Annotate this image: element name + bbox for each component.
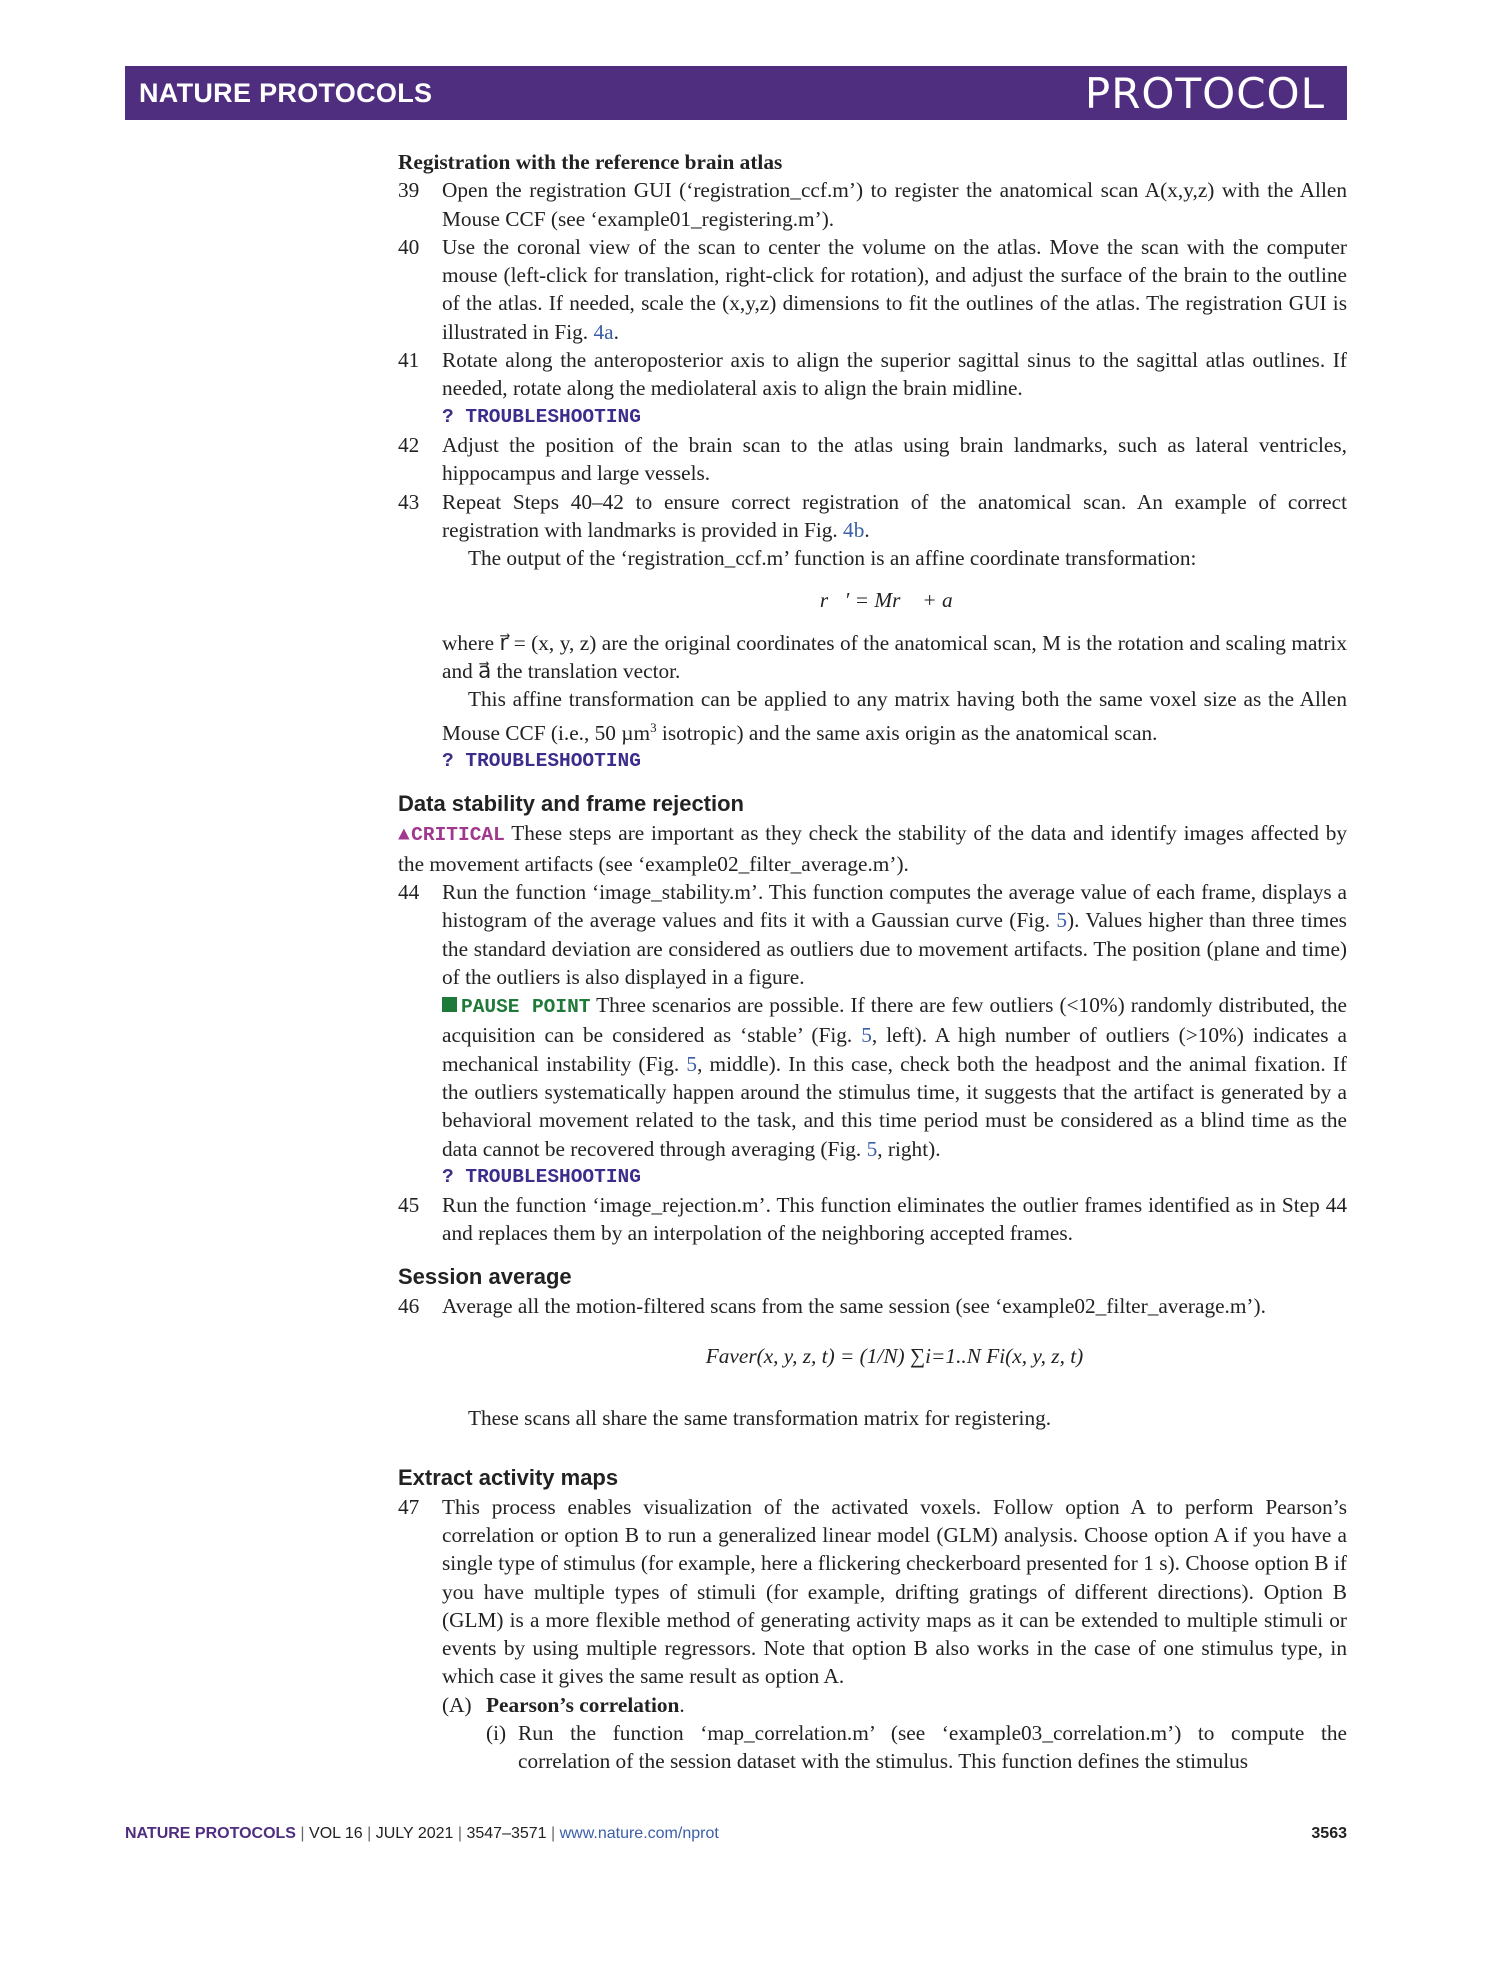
- section-heading: Extract activity maps: [398, 1464, 619, 1490]
- step-42: [398, 431, 1347, 488]
- journal-header: [125, 66, 1347, 120]
- step-text: This process enables visualization of the activated voxels. Follow option A to perform Pearson’s correlation or option B to run a generalized linear model (GLM) analysis. Choose option A if you have a single type of stimulus (for example, here a flickering checkerboard presented for 1 s). Choose option B if you have multiple types of stimuli (for example, drifting gratings of different directions). Option B (GLM) is a more flexible method of generating activity maps as it can be extended to multiple stimuli or events by using multiple regressors. Note that option B also works in the case of one stimulus type, in which case it gives the same result as option A.: [442, 1494, 1347, 1689]
- pause-point-icon: [442, 997, 457, 1012]
- substep-text: Run the function ‘map_correlation.m’ (see ‘example03_correlation.m’) to compute the correlation of the session dataset with the stimulus. This function defines the stimulus: [518, 1721, 1347, 1774]
- step-text: Average all the motion-filtered scans from the same session (see ‘example02_filter_average.m’).: [442, 1293, 1266, 1318]
- step-number: 44: [398, 879, 420, 904]
- figure-link[interactable]: 5: [686, 1051, 698, 1076]
- page-footer: [125, 1825, 1347, 1843]
- step-44: 44 Run the function ‘image_stability.m’. This function computes the average value of each frame, displays a histogram of the average values and fits it with a Gaussian curve (Fig. 5). Values higher than three times the standard deviation are considered as outliers due to movement artifacts. The position (plane and time) of the outliers is also displayed in a figure. PAUSE POINT Three scenarios are possible. If there are few outliers (<10%) randomly distributed, the acquisition can be considered as ‘stable’ (Fig. 5, left). A high number of outliers (>10%) indicates a mechanical instability (Fig. 5, middle). In this case, check both the headpost and the animal fixation. If the outliers systematically happen around the stimulus time, it suggests that the artifact is generated by a behavioral movement related to the task, and this time period must be considered as a blind time as the data cannot be recovered through averaging (Fig. 5, right). ? TROUBLESHOOTING: [398, 878, 1347, 1191]
- step-40: 40 Use the coronal view of the scan to center the volume on the atlas. Move the scan with the computer mouse (left-click for translation, right-click for rotation), and adjust the surface of the brain to the outline of the atlas. If needed, scale the (x,y,z) dimensions to fit the outlines of the atlas. The registration GUI is illustrated in Fig. 4a.: [398, 234, 1347, 344]
- section-heading: Data stability and frame rejection: [398, 791, 744, 817]
- critical-label: ▲CRITICAL: [398, 824, 505, 847]
- option-label: Pearson’s correlation: [486, 1692, 680, 1717]
- troubleshooting-link[interactable]: ? TROUBLESHOOTING: [442, 750, 641, 773]
- figure-link[interactable]: 5: [861, 1023, 872, 1048]
- step-text: Open the registration GUI (‘registration_ccf.m’) to register the anatomical scan A(x,y,z) with the Allen Mouse CCF (see ‘example01_registering.m’).: [442, 178, 1347, 231]
- average-equation: Faver(x, y, z, t) = (1/N) ∑i=1..N Fi(x, y, z, t): [705, 1344, 1084, 1369]
- step-41: [398, 346, 1347, 431]
- journal-name: NATURE PROTOCOLS: [139, 77, 433, 108]
- step-text: Rotate along the anteroposterior axis to align the superior sagittal sinus to the sagittal atlas outlines. If needed, rotate along the mediolateral axis to align the brain midline.: [442, 348, 1347, 401]
- step-46: [398, 1292, 1347, 1320]
- step-text: Adjust the position of the brain scan to the atlas using brain landmarks, such as lateral ventricles, hippocampus and large vessels.: [442, 432, 1347, 486]
- troubleshooting-link[interactable]: ? TROUBLESHOOTING: [442, 405, 641, 428]
- step-number: 45: [398, 1193, 420, 1218]
- step-number: 42: [398, 432, 420, 457]
- step-47: [398, 1493, 1347, 1691]
- step-number: 43: [398, 489, 420, 514]
- citation: NATURE PROTOCOLS | VOL 16 | JULY 2021 | 3547–3571 | www.nature.com/nprot: [125, 1825, 719, 1842]
- pause-point-note: PAUSE POINT Three scenarios are possible. If there are few outliers (<10%) randomly distributed, the acquisition can be considered as ‘stable’ (Fig. 5, left). A high number of outliers (>10%) indicates a mechanical instability (Fig. 5, middle). In this case, check both the headpost and the animal fixation. If the outliers systematically happen around the stimulus time, it suggests that the artifact is generated by a behavioral movement related to the task, and this time period must be considered as a blind time as the data cannot be recovered through averaging (Fig. 5, right).: [442, 993, 1347, 1161]
- troubleshooting-link[interactable]: ? TROUBLESHOOTING: [442, 1165, 641, 1188]
- step-number: 41: [398, 348, 420, 373]
- output-text: The output of the ‘registration_ccf.m’ function is an affine coordinate transformation:: [468, 546, 1197, 571]
- affine-equation: r⃗′ = Mr⃗ + a⃗: [819, 588, 970, 613]
- step-number: 46: [398, 1293, 420, 1318]
- journal-link[interactable]: www.nature.com/nprot: [559, 1825, 719, 1842]
- figure-link[interactable]: 4a: [593, 319, 614, 344]
- page-number: 3563: [1311, 1825, 1347, 1842]
- step-45: [398, 1191, 1347, 1248]
- section-heading: Registration with the reference brain atlas: [398, 150, 783, 174]
- step-text: Run the function ‘image_rejection.m’. This function eliminates the outlier frames identified as in Step 44 and replaces them by an interpolation of the neighboring accepted frames.: [442, 1193, 1347, 1246]
- step-number: 39: [398, 178, 420, 203]
- session-text: These scans all share the same transformation matrix for registering.: [468, 1406, 1052, 1431]
- pause-point-label: PAUSE POINT: [461, 996, 591, 1019]
- critical-note: ▲CRITICAL These steps are important as they check the stability of the data and identify images affected by the movement artifacts (see ‘example02_filter_average.m’).: [398, 821, 1347, 876]
- option-a: (A) Pearson’s correlation.: [442, 1692, 685, 1717]
- article-type: PROTOCOL: [1084, 68, 1325, 118]
- figure-link[interactable]: 4b: [843, 517, 865, 542]
- step-39: [398, 176, 1347, 233]
- step-text: Repeat Steps 40–42 to ensure correct registration of the anatomical scan. An example of correct registration with landmarks is provided in Fig.: [442, 489, 1347, 542]
- substep-i: (i) Run the function ‘map_correlation.m’ (see ‘example03_correlation.m’) to compute the correlation of the session dataset with the stimulus. This function defines the stimulus: [486, 1721, 1347, 1774]
- step-43: 43 Repeat Steps 40–42 to ensure correct registration of the anatomical scan. An example of correct registration with landmarks is provided in Fig. 4b. The output of the ‘registration_ccf.m’ function is an affine coordinate transformation:: [398, 488, 1347, 573]
- figure-link[interactable]: 5: [1056, 908, 1068, 933]
- step-text: Use the coronal view of the scan to center the volume on the atlas. Move the scan with the computer mouse (left-click for translation, right-click for rotation), and adjust the surface of the brain to the outline of the atlas. If needed, scale the (x,y,z) dimensions to fit the outlines of the atlas. The registration GUI is illustrated in Fig.: [442, 234, 1347, 344]
- affine-text: This affine transformation can be applied to any matrix having both the same voxel size as the Allen Mouse CCF (i.e., 50 µm$^3$ isotropic) and the same axis origin as the anatomical scan.: [442, 687, 1347, 745]
- equation-description: where r⃗ = (x, y, z) are the original coordinates of the anatomical scan, M is the rotation and scaling matrix and a⃗ the translation vector.: [442, 630, 1347, 684]
- step-number: 47: [398, 1494, 420, 1519]
- figure-link[interactable]: 5: [866, 1136, 878, 1161]
- section-heading: Session average: [398, 1263, 572, 1289]
- step-number: 40: [398, 234, 420, 259]
- article-body: [398, 148, 1347, 1776]
